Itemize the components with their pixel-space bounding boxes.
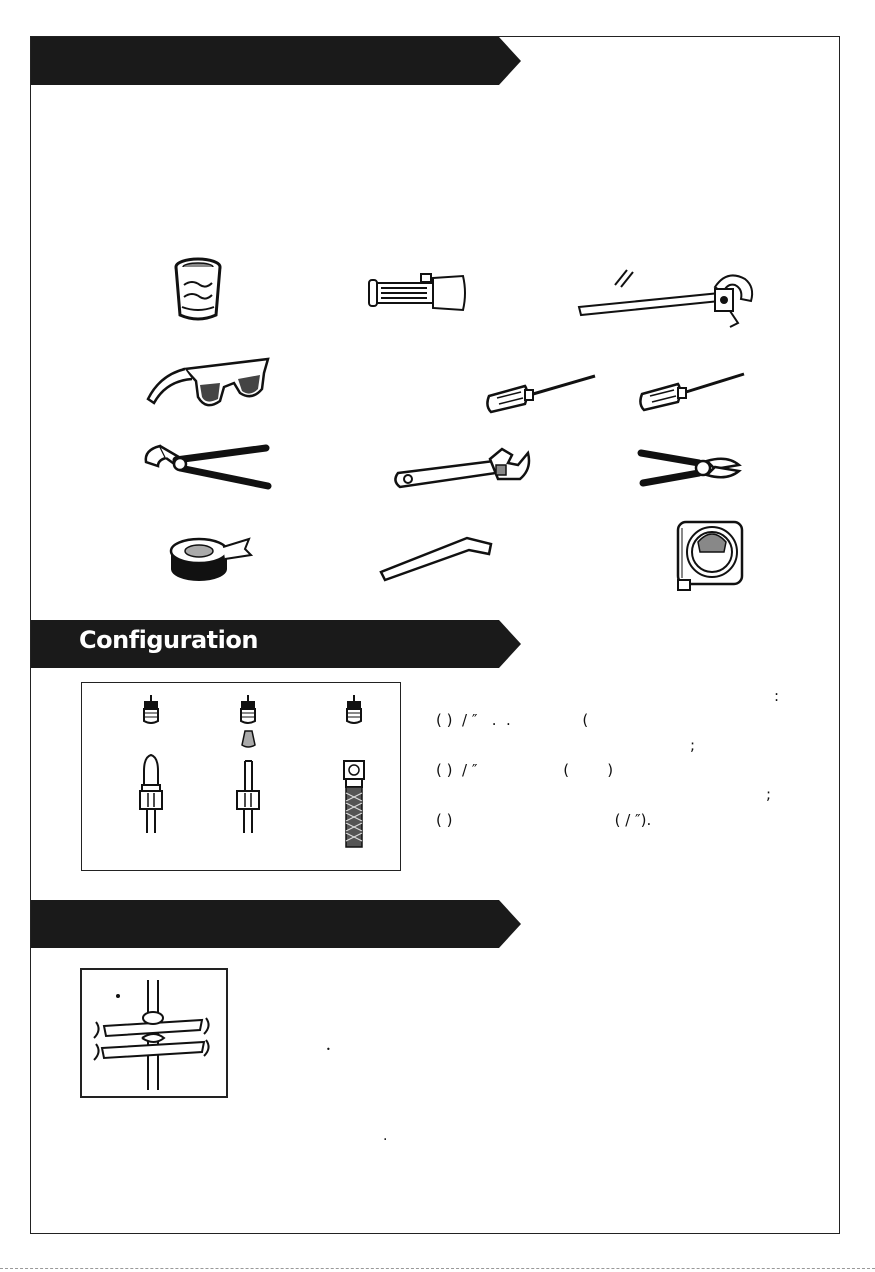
tongue-groove-pliers-icon bbox=[140, 440, 275, 495]
plumber-tape-icon bbox=[165, 525, 255, 590]
flathead-screwdriver-icon bbox=[485, 370, 600, 414]
adjustable-wrench-icon bbox=[390, 443, 535, 493]
config-line4: ( ) ( / ″). bbox=[436, 811, 652, 829]
compression-fitting-diagram bbox=[237, 695, 259, 833]
tape-measure-icon bbox=[672, 518, 747, 593]
safety-glasses-icon bbox=[140, 355, 275, 410]
basin-wrench-icon bbox=[575, 265, 760, 330]
flashlight-icon bbox=[365, 270, 470, 316]
config-line2-semicolon: ; bbox=[690, 736, 696, 754]
configuration-section-title: Configuration bbox=[79, 626, 258, 654]
phillips-screwdriver-icon bbox=[638, 368, 748, 412]
config-line1-colon: : bbox=[774, 687, 780, 705]
tools-section-banner bbox=[31, 37, 523, 85]
config-line2: ( ) / ″ . . ( bbox=[436, 711, 589, 729]
installation-section-banner bbox=[31, 900, 523, 948]
acorn-fitting-diagram bbox=[140, 695, 162, 833]
braided-hose-fitting-diagram bbox=[344, 695, 364, 847]
wire-cutter-pliers-icon bbox=[635, 443, 745, 493]
hex-key-icon bbox=[375, 528, 500, 583]
config-line3: ( ) / ″ ( ) bbox=[436, 761, 614, 779]
configuration-diagram bbox=[81, 682, 401, 871]
installation-bullet-b: . bbox=[383, 1128, 388, 1144]
installation-bullet-a: • bbox=[326, 1045, 331, 1054]
configuration-section-banner bbox=[31, 620, 523, 668]
pipe-compound-can-icon bbox=[170, 255, 226, 325]
page-bottom-rule bbox=[0, 1268, 875, 1269]
installation-diagram bbox=[80, 968, 228, 1098]
config-line3-semicolon: ; bbox=[766, 785, 772, 803]
